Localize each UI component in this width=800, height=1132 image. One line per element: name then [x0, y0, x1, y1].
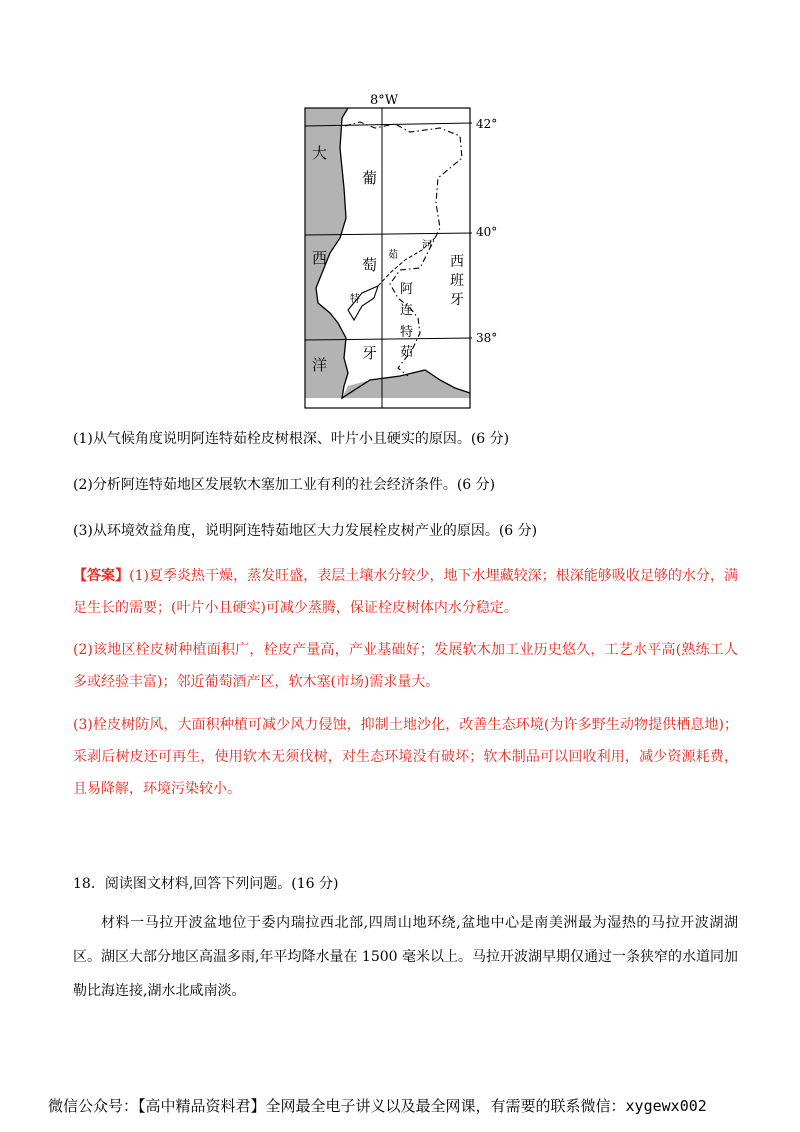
footer-watermark: [48, 1095, 768, 1117]
alentejo-label-4: 茹: [400, 345, 414, 360]
lat-label-38: 38°: [476, 331, 498, 345]
portugal-label-3: 牙: [362, 344, 378, 362]
alentejo-label-2: 连: [400, 303, 414, 318]
ocean-label-3: 洋: [312, 356, 328, 374]
map-svg: [300, 88, 510, 413]
portugal-label-1: 葡: [362, 169, 378, 187]
question-3: (3)从环境效益角度，说明阿连特茹地区大力发展栓皮树产业的原因。(6 分): [73, 523, 538, 539]
question-18-title: 18．阅读图文材料,回答下列问题。(16 分): [73, 876, 339, 892]
material-1: 材料一马拉开波盆地位于委内瑞拉西北部,四周山地环绕,盆地中心是南美洲最为湿热的马拉开波湖湖区。湖区大部分地区高温多雨,年平均降水量在 1500 毫米以上。马拉开波湖早期仅通过一条狭窄的水道同加勒比海连接,湖水北咸南淡。: [73, 915, 738, 999]
spain-label-2: 班: [450, 273, 464, 289]
lat-label-40: 40°: [476, 225, 498, 239]
question-1: (1)从气候角度说明阿连特茹栓皮树根深、叶片小且硬实的原因。(6 分): [73, 431, 510, 447]
meridian-label: 8°W: [370, 93, 399, 108]
footer-wechat-id: xygewx002: [625, 1097, 707, 1115]
alentejo-label-1: 阿: [400, 282, 414, 297]
answer-text-1: (1)夏季炎热干燥，蒸发旺盛，表层土壤水分较少，地下水埋藏较深；根深能够吸收足够的水分，满足生长的需要；(叶片小且硬实)可减少蒸腾，保证栓皮树体内水分稳定。: [73, 568, 738, 616]
spain-label-3: 牙: [450, 292, 464, 308]
lat-label-42: 42°: [476, 117, 498, 131]
ocean-label-1: 大: [312, 144, 328, 162]
river-label-1: 茹: [388, 250, 398, 261]
te-label: 特: [350, 294, 360, 305]
answer-tag: 【答案】: [73, 568, 130, 584]
river-label-2: 河: [422, 240, 432, 251]
question-2: (2)分析阿连特茹地区发展软木塞加工业有利的社会经济条件。(6 分): [73, 477, 496, 493]
spain-label-1: 西: [450, 254, 464, 270]
answer-part-1: [73, 560, 738, 624]
footer-text: 微信公众号：【高中精品资料君】全网最全电子讲义以及最全网课，有需要的联系微信：: [48, 1097, 626, 1115]
portugal-label-2: 萄: [362, 256, 378, 274]
answer-part-2: (2)该地区栓皮树种植面积广，栓皮产量高，产业基础好；发展软木加工业历史悠久，工艺水平高(熟练工人多或经验丰富)；邻近葡萄酒产区，软木塞(市场)需求量大。: [73, 642, 738, 690]
ocean-label-2: 西: [312, 249, 328, 267]
alentejo-label-3: 特: [400, 325, 414, 340]
portugal-map: [300, 88, 510, 413]
answer-part-3: (3)栓皮树防风，大面积种植可减少风力侵蚀，抑制土地沙化，改善生态环境(为许多野生动物提供栖息地)；采剥后树皮还可再生，使用软木无须伐树，对生态环境没有破坏；软木制品可以回收利用，减少资源耗费，且易降解，环境污染较小。: [73, 717, 738, 797]
